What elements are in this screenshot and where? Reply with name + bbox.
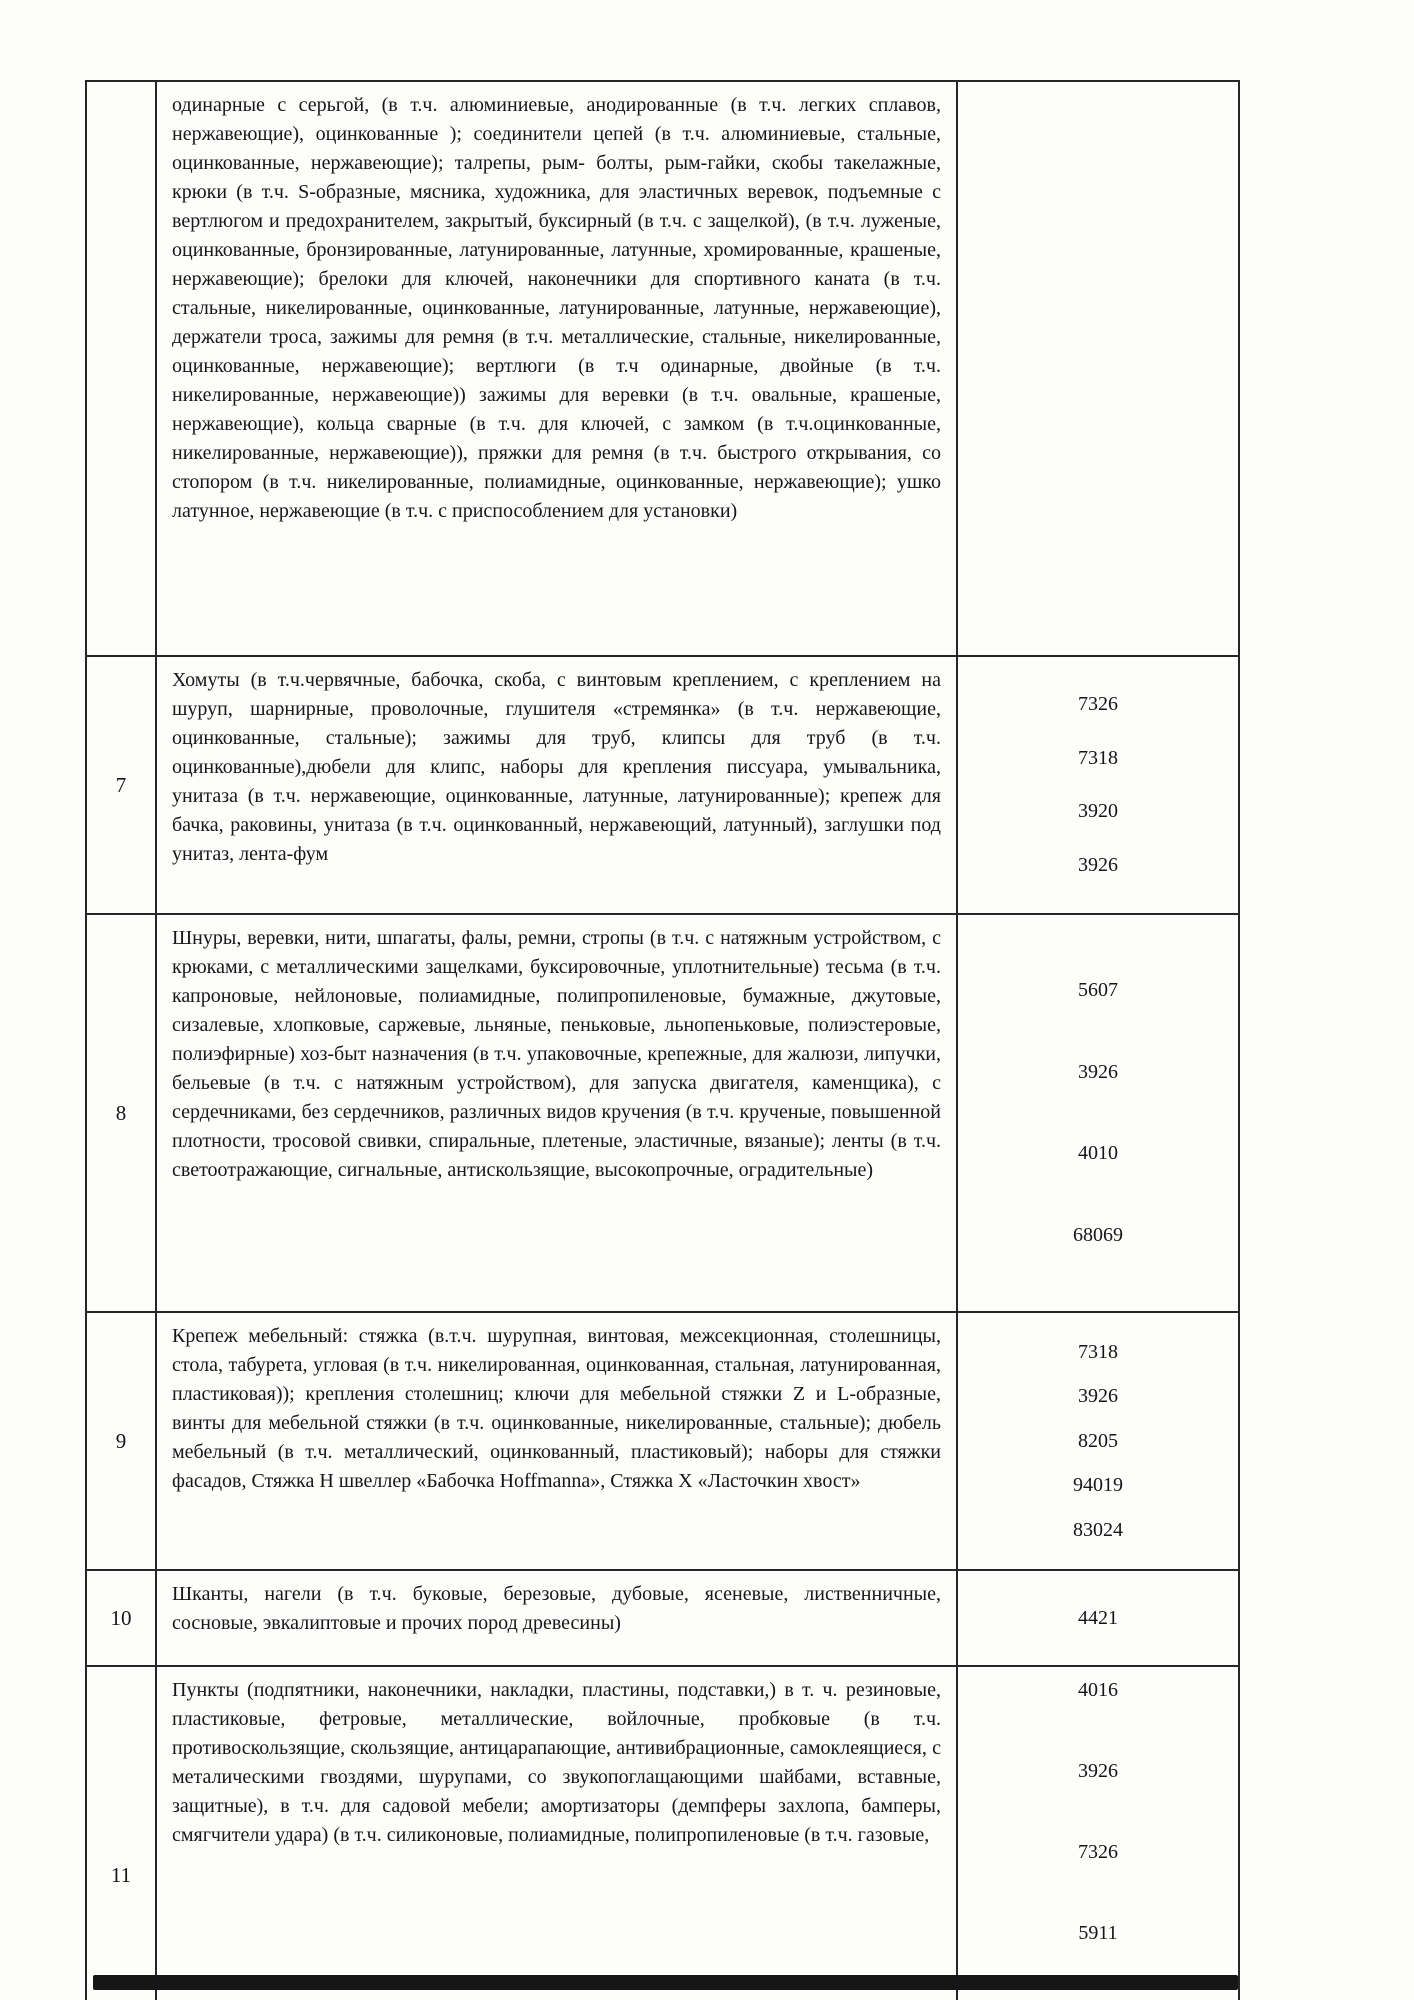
table-row <box>86 1312 1239 1570</box>
code-value: 4010 <box>1078 1142 1118 1165</box>
code-value: 7318 <box>1078 1340 1118 1363</box>
description-cell: Пункты (подпятники, наконечники, накладки, пластины, подставки,) в т. ч. резиновые, пластиковые, фетровые, металлические, войлочные, пробковые (в т.ч. противоскользящие, скользящие, антицарапающие, антивибрационные, самоклеящиеся, с металическими гвоздями, шурупами, со звукопоглащающими шайбами, вставные, защитные), в т.ч. для садовой мебели; амортизаторы (демпферы захлопа, бамперы, смягчители удара) (в т.ч. силиконовые, полиамидные, полипропиленовые (в т.ч. газовые, <box>156 1666 957 2000</box>
code-value: 7326 <box>1078 1841 1118 1863</box>
code-value: 3926 <box>1078 1060 1118 1083</box>
codes-cell <box>957 1666 1239 2000</box>
table-row <box>86 81 1239 656</box>
description-cell: одинарные с серьгой, (в т.ч. алюминиевые, анодированные (в т.ч. легких сплавов, нержавеющие), оцинкованные ); соединители цепей (в т.ч. алюминиевые, стальные, оцинкованные, нержавеющие); талрепы, рым- болты, рым-гайки, скобы такелажные, крюки (в т.ч. S-образные, мясника, художника, для эластичных веревок, подъемные с вертлюгом и предохранителем, закрытый, буксирный (в т.ч. с защелкой), (в т.ч. луженые, оцинкованные, бронзированные, латунированные, латунные, хромированные, крашеные, нержавеющие); брелоки для ключей, наконечники для спортивного каната (в т.ч. стальные, никелированные, оцинкованные, латунированные, латунные, нержавеющие), держатели троса, зажимы для ремня (в т.ч. металлические, стальные, никелированные, оцинкованные, нержавеющие); вертлюги (в т.ч одинарные, двойные (в т.ч. никелированные, нержавеющие)) зажимы для веревки (в т.ч. овальные, крашеные, нержавеющие), кольца сварные (в т.ч. для ключей, с замком (в т.ч.оцинкованные, никелированные, нержавеющие)), пряжки для ремня (в т.ч. быстрого открывания, со стопором (в т.ч. никелированные, полиамидные, оцинкованные, нержавеющие); ушко латунное, нержавеющие (в т.ч. с приспособлением для установки) <box>156 81 957 656</box>
code-value: 3926 <box>1078 1385 1118 1407</box>
codes-cell <box>957 1570 1239 1666</box>
row-number-cell: 7 <box>86 656 156 914</box>
code-value: 8205 <box>1078 1429 1118 1452</box>
code-value: 7318 <box>1078 746 1118 769</box>
code-value: 83024 <box>1073 1518 1123 1541</box>
table-row <box>86 656 1239 914</box>
code-value: 4016 <box>1078 1679 1118 1701</box>
codes-cell <box>957 81 1239 656</box>
description-cell: Хомуты (в т.ч.червячные, бабочка, скоба, с винтовым креплением, с креплением на шуруп, шарнирные, проволочные, глушителя «стремянка» (в т.ч. нержавеющие, оцинкованные, стальные); зажимы для труб, клипсы для труб (в т.ч. оцинкованные),дюбели для клипс, наборы для крепления писсуара, умывальника, унитаза (в т.ч. нержавеющие, оцинкованные, латунные, латунированные); крепеж для бачка, раковины, унитаза (в т.ч. оцинкованный, нержавеющий, латунный), заглушки под унитаз, лента-фум <box>156 656 957 914</box>
table-row <box>86 1666 1239 2000</box>
codes-cell <box>957 1312 1239 1570</box>
row-number-cell: 8 <box>86 914 156 1312</box>
row-number-cell: 11 <box>86 1666 156 2000</box>
codes-cell <box>957 914 1239 1312</box>
code-value: 68069 <box>1073 1223 1123 1246</box>
code-value: 4421 <box>1078 1606 1118 1629</box>
code-value: 94019 <box>1073 1474 1123 1496</box>
table-row <box>86 914 1239 1312</box>
row-number-cell: 10 <box>86 1570 156 1666</box>
row-number-cell <box>86 81 156 656</box>
description-cell: Шнуры, веревки, нити, шпагаты, фалы, ремни, стропы (в т.ч. с натяжным устройством, с крюками, с металлическими защелками, буксировочные, уплотнительные) тесьма (в т.ч. капроновые, нейлоновые, полиамидные, полипропиленовые, бумажные, джутовые, сизалевые, хлопковые, саржевые, льняные, пеньковые, льнопеньковые, полиэстеровые, полиэфирные) хоз-быт назначения (в т.ч. упаковочные, крепежные, для жалюзи, липучки, бельевые (в т.ч. с натяжным устройством), для запуска двигателя, каменщика), с сердечниками, без сердечников, различных видов кручения (в т.ч. крученые, повышенной плотности, тросовой свивки, спиральные, плетеные, эластичные, вязаные); ленты (в т.ч. светоотражающие, сигнальные, антискользящие, высокопрочные, оградительные) <box>156 914 957 1312</box>
row-number-cell: 9 <box>86 1312 156 1570</box>
goods-table <box>85 80 1240 2000</box>
codes-cell <box>957 656 1239 914</box>
scan-artifact-bar <box>93 1975 1238 1990</box>
description-cell: Крепеж мебельный: стяжка (в.т.ч. шурупная, винтовая, межсекционная, столешницы, стола, табурета, угловая (в т.ч. никелированная, оцинкованная, стальная, латунированная, пластиковая)); крепления столешниц; ключи для мебельной стяжки Z и L-образные, винты для мебельной стяжки (в т.ч. оцинкованные, никелированные, стальные); дюбель мебельный (в т.ч. металлический, оцинкованный, пластиковый); наборы для стяжки фасадов, Стяжка Н швеллер «Бабочка Hoffmanna», Стяжка Х «Ласточкин хвост» <box>156 1312 957 1570</box>
table-row <box>86 1570 1239 1666</box>
code-value: 3926 <box>1078 853 1118 876</box>
code-value: 3926 <box>1078 1760 1118 1782</box>
code-value: 3920 <box>1078 800 1118 823</box>
code-value: 5607 <box>1078 979 1118 1002</box>
code-value: 5911 <box>1078 1922 1118 1944</box>
code-value: 7326 <box>1078 693 1118 716</box>
description-cell: Шканты, нагели (в т.ч. буковые, березовые, дубовые, ясеневые, лиственничные, сосновые, эвкалиптовые и прочих пород древесины) <box>156 1570 957 1666</box>
